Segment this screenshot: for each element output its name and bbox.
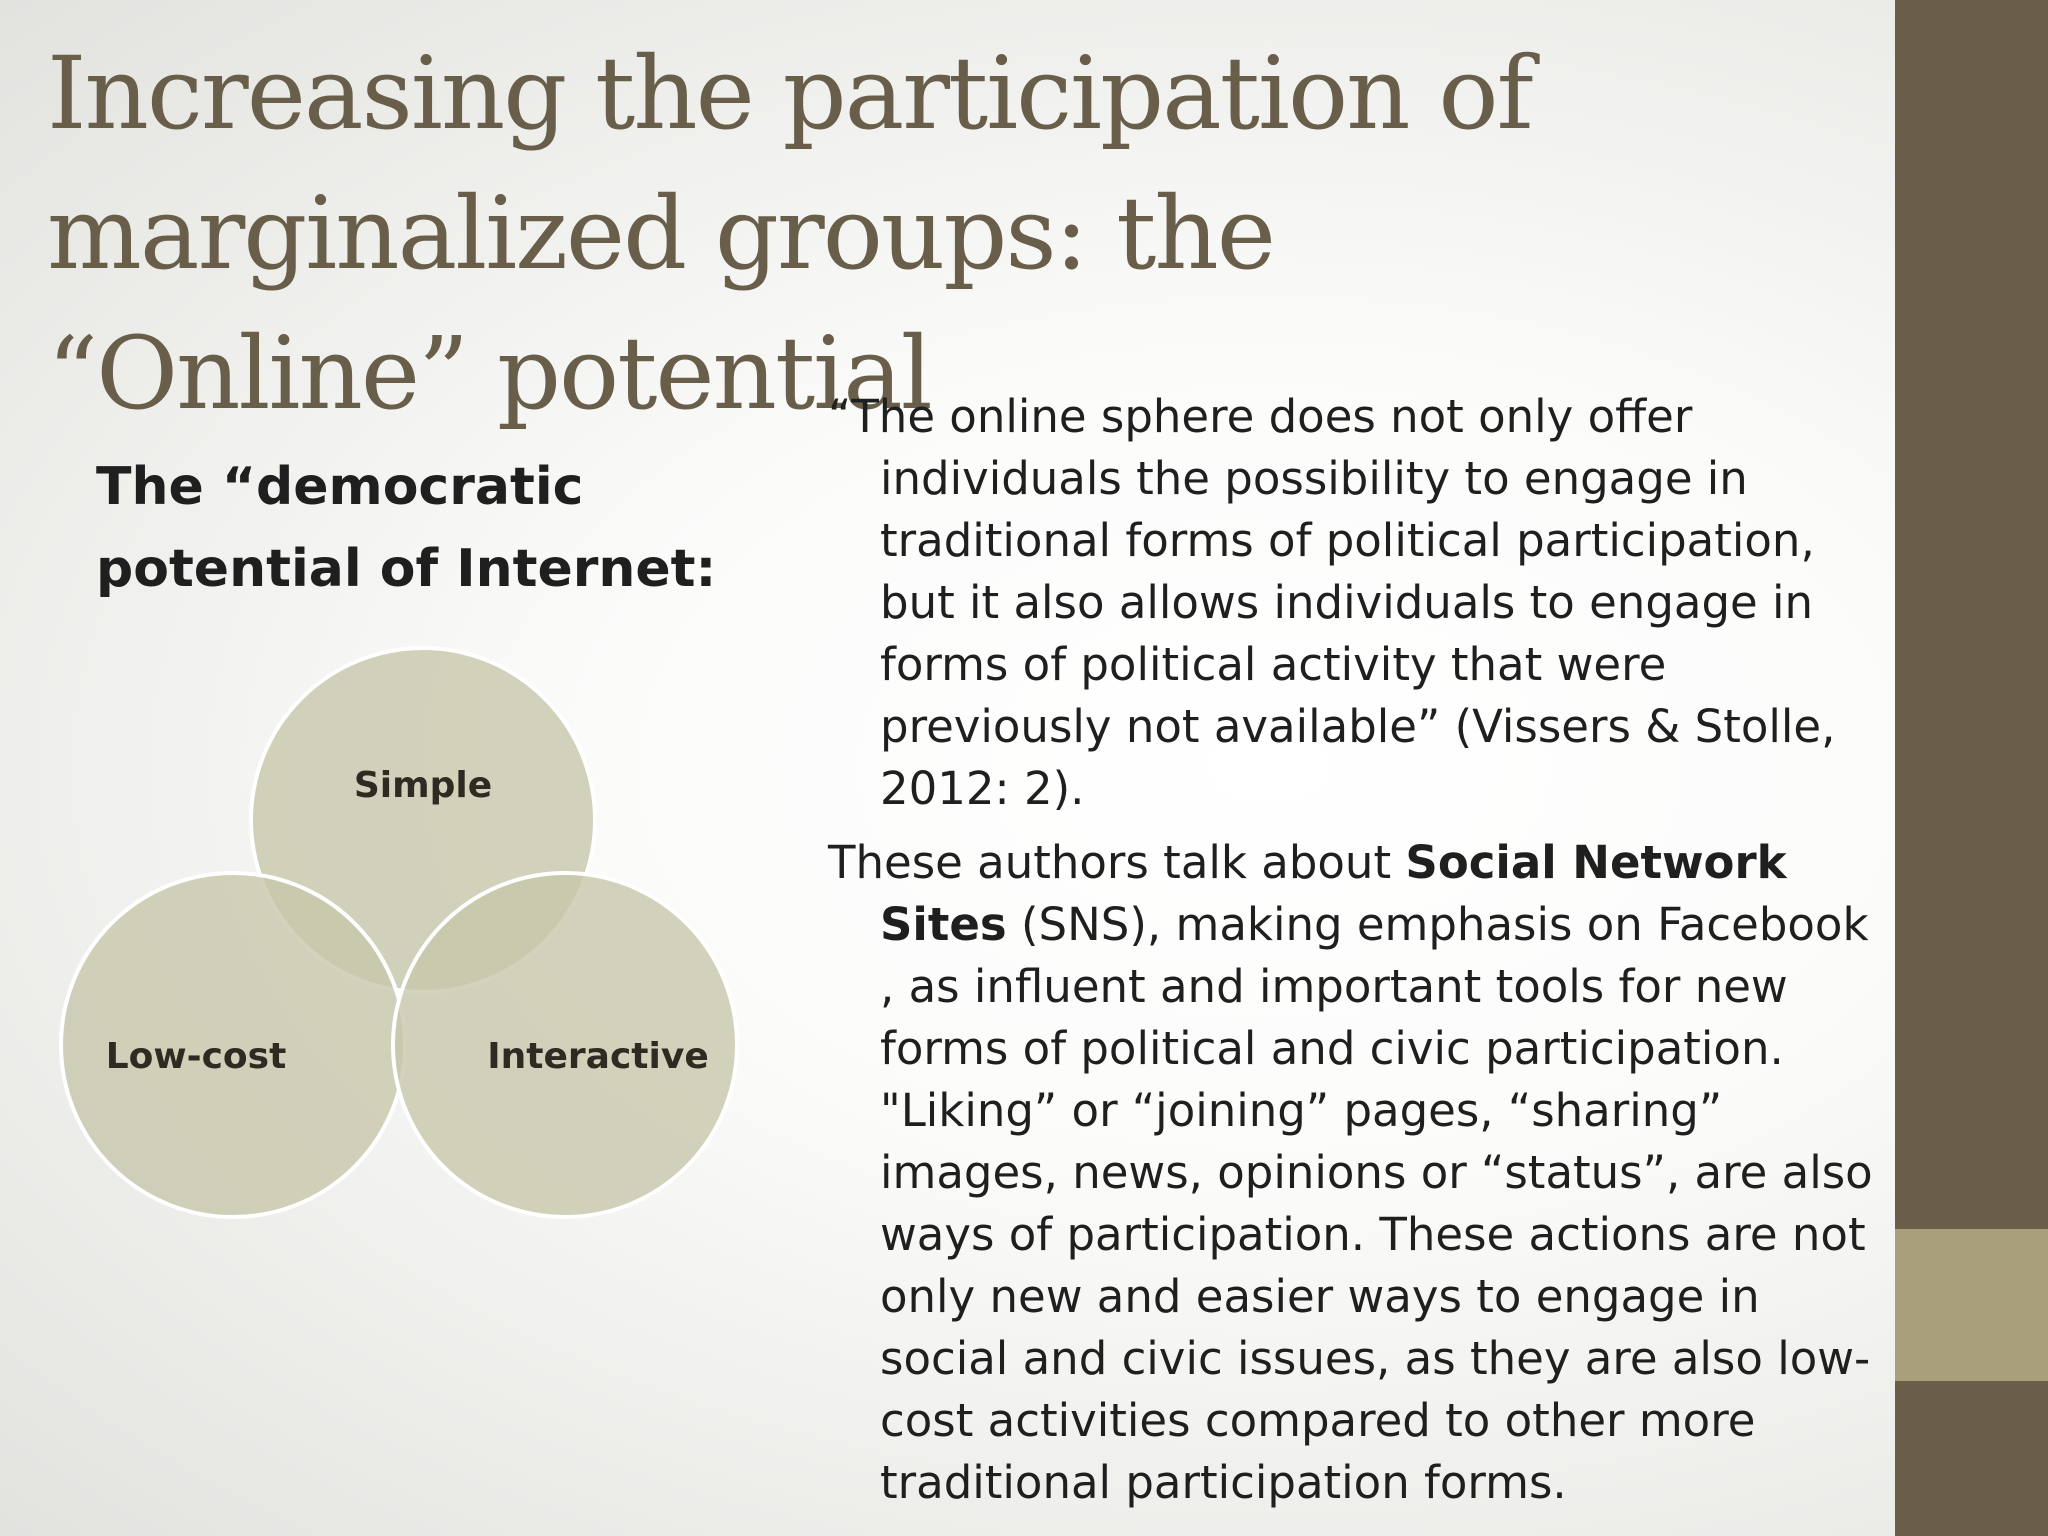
venn-label-simple: Simple (353, 765, 493, 806)
slide-title: Increasing the participation of marginalized groups: the “Online” potential (47, 35, 1532, 432)
sns-paragraph (828, 832, 1888, 1514)
subheading: The “democratic potential of Internet: (96, 457, 717, 599)
venn-label-interactive: Interactive (487, 1036, 709, 1077)
sns-bold-term: Social Network Sites (880, 836, 1787, 951)
body-text (828, 386, 1888, 1514)
venn-circles (61, 648, 737, 1217)
sidebar-accent-block (1895, 1229, 2048, 1381)
sns-intro: These authors talk about (828, 836, 1392, 889)
quote-paragraph: “The online sphere does not only offer individuals the possibility to engage in traditional forms of political participation, but it also allows individuals to engage in forms of political activity that were previously not available” (Vissers & Stolle, 2012: 2). (828, 390, 1836, 815)
venn-label-low-cost: Low-cost (105, 1036, 287, 1077)
venn-diagram (0, 0, 760, 1536)
sns-rest: (SNS), making emphasis on Facebook , as influent and important tools for new forms of political and civic participation. "Liking” or “joining” pages, “sharing” images, news, opinions or “status”, are also ways of participation. These actions are not only new and easier ways to engage in social and civic issues, as they are also low-cost activities compared to other more traditional participation forms. (880, 898, 1873, 1509)
